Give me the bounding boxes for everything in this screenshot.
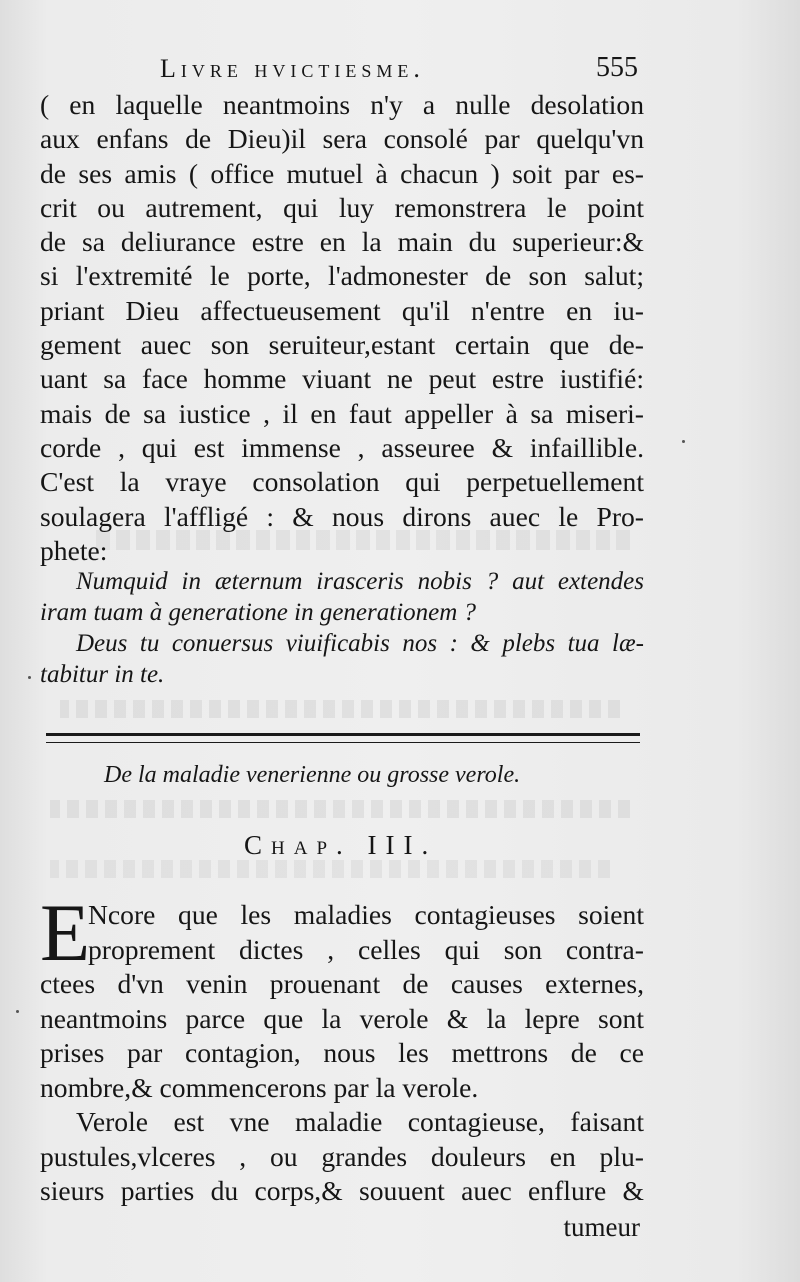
text-line: priant Dieu affectueusement qu'il n'entre en iu- [40,294,644,326]
running-title: Livre hvictiesme. [160,54,425,83]
text-line: si l'extremité le porte, l'admonester de son salut; [40,260,644,292]
text-line: corde , qui est immense , asseuree & infaillible. [40,431,644,463]
chapter-number: Chap. III. [244,830,438,860]
text-line: soulagera l'affligé : & nous dirons auec le Pro- [40,500,644,532]
text-line: sieurs parties du corps,& souuent auec enflure & [40,1175,644,1206]
quote-line: Deus tu conuersus viuificabis nos : & plebs tua læ- [76,630,644,657]
show-through-decoration [50,860,610,878]
quote-line: Numquid in æternum irasceris nobis ? aut extendes [76,568,644,595]
text-line: C'est la vraye consolation qui perpetuellement [40,466,644,498]
text-line: de sa deliurance estre en la main du superieur:& [40,226,644,258]
text-line: uant sa face homme viuant ne peut estre iustifié: [40,363,644,395]
text-line: ( en laquelle neantmoins n'y a nulle desolation [40,89,644,120]
text-line: prises par contagion, nous les mettrons de ce [40,1037,644,1068]
psalm-quotation [40,566,644,690]
text-line: Verole est vne maladie contagieuse, faisant [76,1106,644,1137]
catchword: tumeur [563,1212,640,1242]
text-line: ctees d'vn venin prouenant de causes externes, [40,968,644,999]
ink-speck [28,676,31,679]
ink-speck [682,440,685,443]
page-number: 555 [596,52,638,83]
show-through-decoration [60,700,620,718]
quote-line: tabitur in te. [40,661,165,688]
text-line: nombre,& commencerons par la verole. [40,1071,479,1103]
text-line: crit ou autrement, qui luy remonstrera le point [40,191,644,223]
page-header [160,52,650,88]
text-line: proprement dictes , celles qui son contra- [88,933,644,965]
text-line: Ncore que les maladies contagieuses soient [88,899,644,930]
text-line: pustules,vlceres , ou grandes douleurs en plu- [40,1140,644,1172]
drop-capital: E [40,887,91,978]
text-line: aux enfans de Dieu)il sera consolé par quelqu'vn [40,123,644,155]
text-line: mais de sa iustice , il en faut appeller à sa miseri- [40,397,644,429]
ink-speck [16,1010,19,1013]
text-line: de ses amis ( office mutuel à chacun ) soit par es- [40,157,644,189]
chapter-heading: De la maladie venerienne ou grosse verole. [104,762,521,788]
text-line: gement auec son seruiteur,estant certain que de- [40,329,644,361]
paragraph-two [40,887,644,1209]
quote-line: iram tuam à generatione in generationem ? [40,599,477,626]
show-through-decoration [50,800,630,818]
section-divider [46,733,640,743]
text-line: phete: [40,534,108,566]
text-line: neantmoins parce que la verole & la lepre sont [40,1002,644,1034]
paragraph-one [40,88,644,568]
